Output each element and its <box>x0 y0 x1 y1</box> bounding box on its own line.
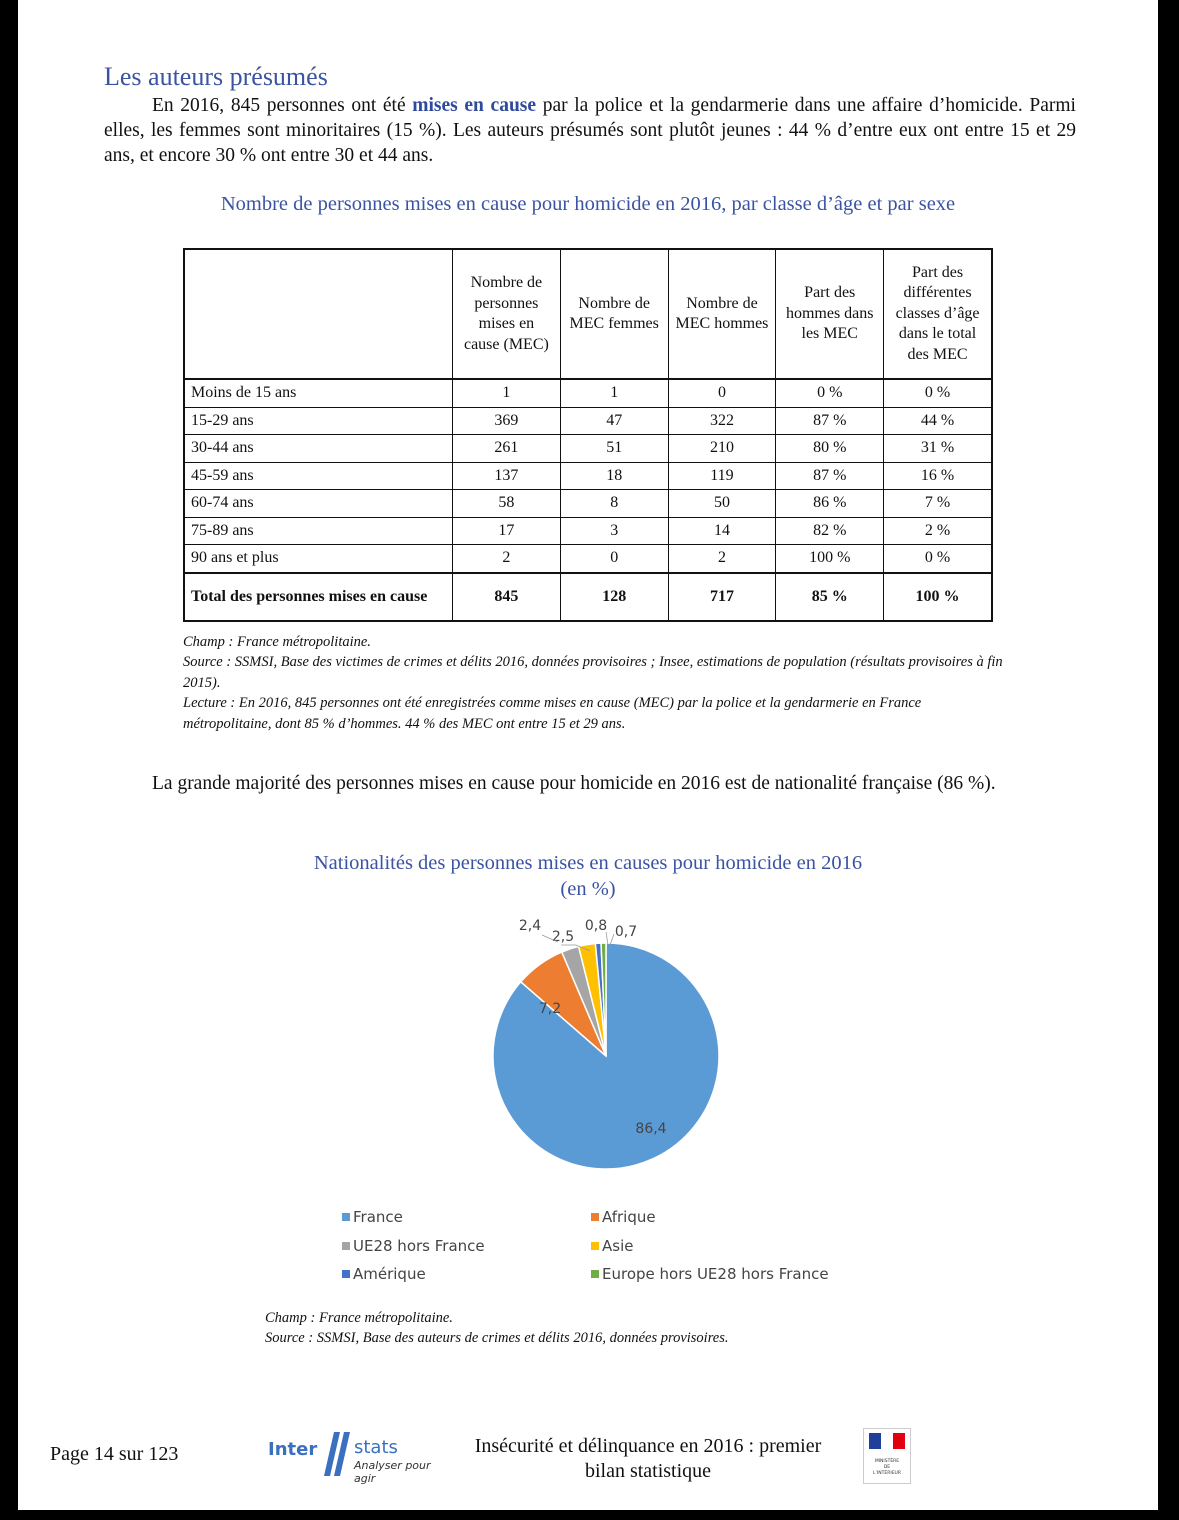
table-cell: 0 % <box>884 379 992 407</box>
document-page <box>18 0 1158 1510</box>
table-cell: 87 % <box>776 407 884 435</box>
table-cell: 3 <box>560 517 668 545</box>
logo-stats-text: stats <box>354 1437 398 1458</box>
table-cell: 0 <box>560 545 668 573</box>
table-cell: 82 % <box>776 517 884 545</box>
data-label: 7,2 <box>538 1001 562 1017</box>
table-cell: 14 <box>668 517 776 545</box>
footer-title: Insécurité et délinquance en 2016 : premier bilan statistique <box>474 1435 822 1482</box>
ministry-logo <box>863 1428 911 1484</box>
table-cell: 261 <box>452 435 560 463</box>
row-label: 75-89 ans <box>184 517 452 545</box>
table-row <box>184 462 992 490</box>
nationality-paragraph: La grande majorité des personnes mises en cause pour homicide en 2016 est de nationalité française (86 %). <box>152 773 996 794</box>
data-label: 2,4 <box>518 918 542 934</box>
table-cell: 119 <box>668 462 776 490</box>
table-cell: 58 <box>452 490 560 518</box>
table-cell: 1 <box>452 379 560 407</box>
table-cell: 210 <box>668 435 776 463</box>
table-cell: 369 <box>452 407 560 435</box>
table-row <box>184 407 992 435</box>
total-cell: 100 % <box>884 573 992 621</box>
legend-item <box>591 1237 633 1255</box>
total-cell: 128 <box>560 573 668 621</box>
row-label: 60-74 ans <box>184 490 452 518</box>
table-cell: 18 <box>560 462 668 490</box>
table-total-row <box>184 573 992 621</box>
table-note-lecture: Lecture : En 2016, 845 personnes ont été enregistrées comme mises en cause (MEC) par la police et la gendarmerie en France métropolitaine, dont 85 % d’hommes. 44 % des MEC ont entre 15 et 29 ans. <box>183 695 922 732</box>
table-cell: 0 % <box>776 379 884 407</box>
table-cell: 0 % <box>884 545 992 573</box>
legend-swatch <box>342 1213 350 1221</box>
legend-item <box>591 1265 829 1283</box>
interstats-logo <box>268 1430 448 1485</box>
table-row <box>184 490 992 518</box>
chart-subtitle: (en %) <box>560 878 616 900</box>
legend-label: UE28 hors France <box>353 1237 485 1255</box>
table-note-source: Source : SSMSI, Base des victimes de crimes et délits 2016, données provisoires ; Insee, estimations de population (résultats provisoires à fin 2015). <box>183 654 1003 691</box>
legend-item <box>342 1208 403 1226</box>
ministry-line: DE <box>883 1465 891 1470</box>
logo-slash-icon <box>324 1432 354 1476</box>
data-label: 0,7 <box>614 924 638 940</box>
table-row <box>184 379 992 407</box>
table-cell: 7 % <box>884 490 992 518</box>
table-header-cell: Nombre de MEC femmes <box>560 249 668 379</box>
nationality-pie-chart <box>458 905 758 1190</box>
table-cell: 8 <box>560 490 668 518</box>
data-label: 2,5 <box>551 929 575 945</box>
table-cell: 16 % <box>884 462 992 490</box>
table-row <box>184 517 992 545</box>
table-header-cell: Nombre de MEC hommes <box>668 249 776 379</box>
table-header-cell <box>184 249 452 379</box>
intro-paragraph <box>104 93 1076 168</box>
chart-title-text: Nationalités des personnes mises en causes pour homicide en 2016 <box>313 852 863 874</box>
chart-note-champ: Champ : France métropolitaine. <box>265 1310 453 1326</box>
legend-label: Amérique <box>353 1265 426 1283</box>
legend-item <box>342 1265 426 1283</box>
intro-text-1: En 2016, 845 personnes ont été <box>152 95 413 116</box>
data-label: 86,4 <box>635 1121 667 1137</box>
ministry-line: MINISTÈRE <box>874 1459 900 1464</box>
legend-label: Asie <box>602 1237 634 1255</box>
table-cell: 44 % <box>884 407 992 435</box>
intro-text-2: par la police et la gendarmerie dans une affaire d’homicide. Parmi elles, les femmes sont minoritaires (15 %). Les auteurs présumés sont plutôt jeunes : 44 % d’entre eux ont entre 15 et 29 ans, et encore 30 % ont entre 30 et 44 ans. <box>104 95 1076 166</box>
total-cell: 85 % <box>776 573 884 621</box>
table-cell: 31 % <box>884 435 992 463</box>
table-cell: 100 % <box>776 545 884 573</box>
logo-inter-text: Inter <box>268 1439 318 1460</box>
legend-label: Europe hors UE28 hors France <box>602 1265 829 1283</box>
legend-label: Afrique <box>602 1208 656 1226</box>
table-cell: 17 <box>452 517 560 545</box>
legend-swatch <box>591 1242 599 1250</box>
french-flag-icon <box>869 1433 905 1449</box>
legend-swatch <box>591 1213 599 1221</box>
table-cell: 80 % <box>776 435 884 463</box>
row-label: 45-59 ans <box>184 462 452 490</box>
page-number: Page 14 sur 123 <box>50 1443 179 1465</box>
table-cell: 51 <box>560 435 668 463</box>
table-cell: 0 <box>668 379 776 407</box>
table-cell: 137 <box>452 462 560 490</box>
table-cell: 47 <box>560 407 668 435</box>
data-label: 0,8 <box>584 918 608 934</box>
legend-swatch <box>342 1242 350 1250</box>
row-label: 30-44 ans <box>184 435 452 463</box>
table-row <box>184 435 992 463</box>
table-cell: 2 <box>452 545 560 573</box>
table-note-champ: Champ : France métropolitaine. <box>183 634 371 650</box>
legend-item <box>342 1237 485 1255</box>
table-header-cell: Part des différentes classes d’âge dans le total des MEC <box>884 249 992 379</box>
section-title: Les auteurs présumés <box>104 62 328 91</box>
table-cell: 2 <box>668 545 776 573</box>
table-cell: 86 % <box>776 490 884 518</box>
table-header-cell: Part des hommes dans les MEC <box>776 249 884 379</box>
legend-swatch <box>342 1270 350 1278</box>
table-cell: 50 <box>668 490 776 518</box>
total-label: Total des personnes mises en cause <box>184 573 452 621</box>
legend-label: France <box>353 1208 403 1226</box>
row-label: 15-29 ans <box>184 407 452 435</box>
logo-tagline: Analyser pour agir <box>354 1459 431 1485</box>
chart-title <box>178 850 998 902</box>
total-cell: 717 <box>668 573 776 621</box>
legend-swatch <box>591 1270 599 1278</box>
table-header-cell: Nombre de personnes mises en cause (MEC) <box>452 249 560 379</box>
row-label: Moins de 15 ans <box>184 379 452 407</box>
table-cell: 2 % <box>884 517 992 545</box>
ministry-line: L’INTÉRIEUR <box>873 1471 901 1476</box>
table-cell: 1 <box>560 379 668 407</box>
age-sex-table <box>183 248 993 622</box>
chart-note-source: Source : SSMSI, Base des auteurs de crimes et délits 2016, données provisoires. <box>265 1330 729 1346</box>
row-label: 90 ans et plus <box>184 545 452 573</box>
table-title: Nombre de personnes mises en cause pour homicide en 2016, par classe d’âge et par sexe <box>220 193 956 215</box>
table-header-row <box>184 249 992 379</box>
table-cell: 322 <box>668 407 776 435</box>
total-cell: 845 <box>452 573 560 621</box>
intro-highlight: mises en cause <box>412 95 537 116</box>
legend-item <box>591 1208 656 1226</box>
table-row <box>184 545 992 573</box>
table-cell: 87 % <box>776 462 884 490</box>
